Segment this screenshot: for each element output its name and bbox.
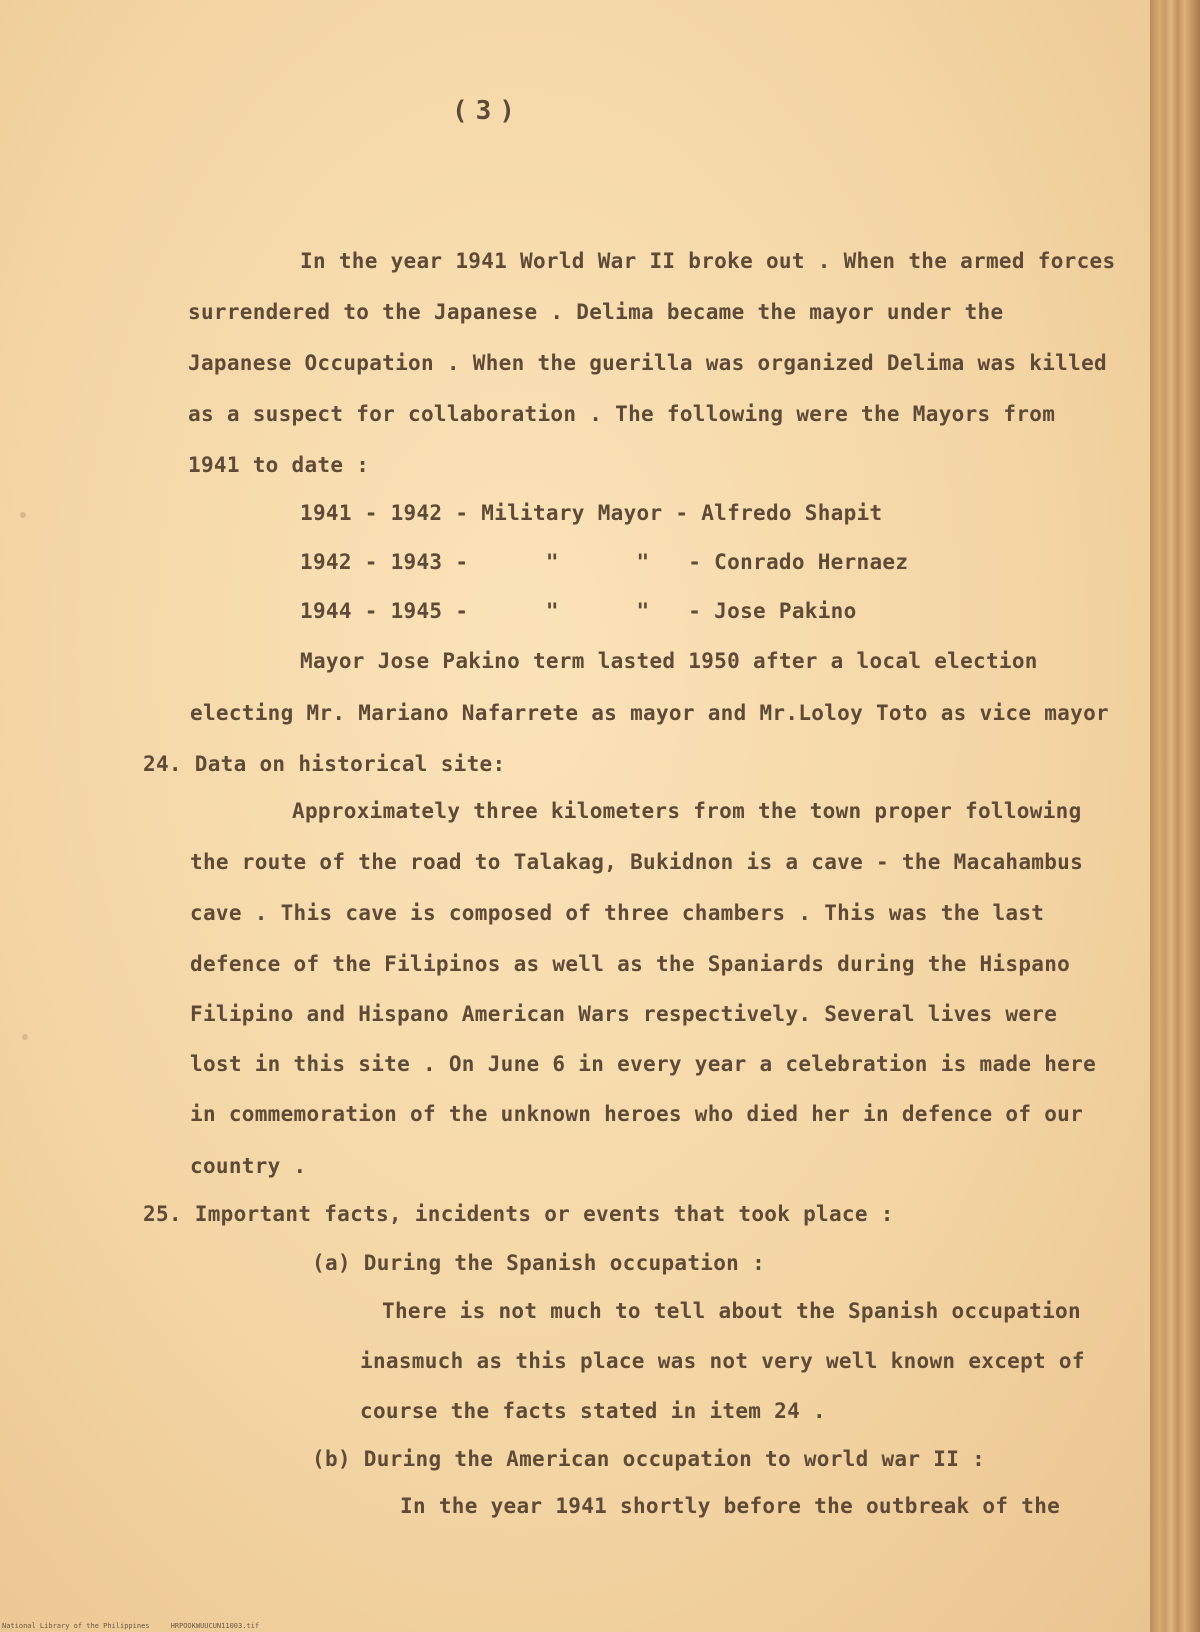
paragraph-4-line-1: There is not much to tell about the Spanish occupation xyxy=(382,1299,1081,1323)
paragraph-3-line-7: in commemoration of the unknown heroes who died her in defence of our xyxy=(190,1102,1084,1126)
paragraph-1-line-4: as a suspect for collaboration . The following were the Mayors from xyxy=(188,402,1056,426)
footer-caption: National Library of the Philippines HRPOOKWUUCUN11003.tif xyxy=(2,1622,260,1630)
paragraph-3-line-5: Filipino and Hispano American Wars respectively. Several lives were xyxy=(190,1002,1058,1026)
paragraph-3-line-6: lost in this site . On June 6 in every year a celebration is made here xyxy=(190,1052,1097,1076)
paper-speck xyxy=(20,512,26,518)
page-number: (3) xyxy=(452,96,523,126)
paragraph-3-line-2: the route of the road to Talakag, Bukidnon is a cave - the Macahambus xyxy=(190,850,1084,874)
paragraph-4-line-3: course the facts stated in item 24 . xyxy=(360,1399,826,1423)
mayor-row-3: 1944 - 1945 - " " - Jose Pakino xyxy=(300,599,857,623)
paragraph-3-line-4: defence of the Filipinos as well as the Spaniards during the Hispano xyxy=(190,952,1071,976)
paper-speck xyxy=(22,1034,28,1040)
paragraph-4-line-2: inasmuch as this place was not very well known except of xyxy=(360,1349,1085,1373)
mayor-row-2: 1942 - 1943 - " " - Conrado Hernaez xyxy=(300,550,909,574)
paragraph-1-line-3: Japanese Occupation . When the guerilla was organized Delima was killed xyxy=(188,351,1107,375)
sub-item-a: (a) During the Spanish occupation : xyxy=(312,1251,766,1275)
paragraph-2-line-2: electing Mr. Mariano Nafarrete as mayor and Mr.Loloy Toto as vice mayor xyxy=(190,701,1109,725)
paragraph-5-line-1: In the year 1941 shortly before the outbreak of the xyxy=(400,1494,1061,1518)
item-25-heading: 25. Important facts, incidents or events that took place : xyxy=(143,1202,894,1226)
paragraph-1-line-1: In the year 1941 World War II broke out . When the armed forces xyxy=(300,249,1116,273)
paragraph-3-line-3: cave . This cave is composed of three chambers . This was the last xyxy=(190,901,1045,925)
paragraph-1-line-2: surrendered to the Japanese . Delima became the mayor under the xyxy=(188,300,1004,324)
book-page-edge xyxy=(1150,0,1200,1632)
sub-item-b: (b) During the American occupation to world war II : xyxy=(312,1447,986,1471)
paragraph-3-line-8: country . xyxy=(190,1154,307,1178)
paragraph-1-line-5: 1941 to date : xyxy=(188,453,370,477)
paragraph-3-line-1: Approximately three kilometers from the town proper following xyxy=(292,799,1082,823)
item-24-heading: 24. Data on historical site: xyxy=(143,752,506,776)
mayor-row-1: 1941 - 1942 - Military Mayor - Alfredo Shapit xyxy=(300,501,883,525)
paragraph-2-line-1: Mayor Jose Pakino term lasted 1950 after a local election xyxy=(300,649,1038,673)
